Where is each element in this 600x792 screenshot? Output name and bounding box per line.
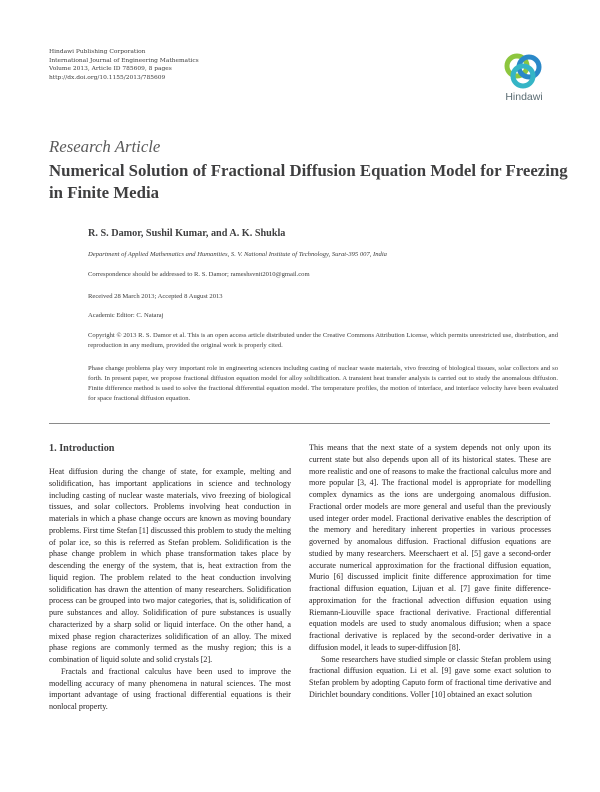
academic-editor: Academic Editor: C. Nataraj bbox=[88, 312, 164, 319]
journal-name: International Journal of Engineering Mathematics bbox=[49, 57, 199, 64]
affiliation: Department of Applied Mathematics and Humanities, S. V. National Institute of Technology, Surat-395 007, India bbox=[88, 251, 387, 258]
hindawi-logo bbox=[497, 48, 551, 106]
body-paragraph: Heat diffusion during the change of state, for example, melting and solidification, has important applications in science and technology including casting of nuclear waste materials, vivo freezing of biological tissues, and solar collectors. Problems involving heat conduction in materials in which a phase change occurs are known as moving boundary problems. First time Stefan [1] discussed this problem to study the melting of polar ice, so this is referred as Stefan problem. Solidification is the phase change problem in which phase transformation takes place by descending the energy of the system, that is, heat extraction from the liquid region. The problem related to the heat conduction involving solidification has drawn the attention of many researchers. Solidification process can be grouped into two major categories, that is, solidification of pure substances and alloy. Solidification of pure substances is usually characterized by a sharp solid or liquid interface. On the other hand, a mixed phase region characterizes solidification of an alloy. The mixed phase regions are commonly termed as the mushy region; this is a combination of liquid solute and solid crystals [2]. bbox=[49, 467, 291, 664]
paper-title: Numerical Solution of Fractional Diffusion Equation Model for Freezing in Finite Media bbox=[49, 161, 568, 202]
publisher-name: Hindawi Publishing Corporation bbox=[49, 49, 146, 55]
copyright-notice: Copyright © 2013 R. S. Damor et al. This is an open access article distributed under the Creative Commons Attribution License, which permits unrestricted use, distribution, and reproduction in any medium, provided the original work is properly cited. bbox=[88, 332, 558, 349]
body-column-left bbox=[49, 466, 291, 713]
body-paragraph: Some researchers have studied simple or classic Stefan problem using fractional diffusion equation. Li et al. [9] gave some exact solution to Stefan problem by adopting Caputo form of fractional time derivative and Dirichlet boundary conditions. Voller [10] obtained an exact solution bbox=[309, 654, 551, 699]
correspondence: Correspondence should be addressed to R. S. Damor; rameshsvnit2010@gmail.com bbox=[88, 271, 310, 278]
body-paragraph: This means that the next state of a system depends not only upon its current state but also depends upon all of its historical states. These are more realistic and one of reasons to make the fractional calculus more and more popular [3, 4]. The fractional model is appropriate for modelling complex dynamics as the ions are undergoing anomalous diffusion. Fractional order models are more general and useful than the previously used integer order model. Fractional derivative enables the description of the memory and hereditary inherent properties in various processes governed by anomalous diffusion. Fractional diffusion equations are studied by many researchers. Meerschaert et al. [5] gave a second-order accurate numerical approximation for the fractional diffusion equation, Murio [6] discussed implicit finite difference approximation for time fractional diffusion equation, Lijuan et al. [7] gave finite difference-approximation for the fractional advection diffusion equation using Riemann-Liouville space fractional derivative. Fractional differential equation models are used to study anomalous diffusion; when a space fractional derivative is replaced by the second-order derivative in a diffusion model, it leads to super-diffusion [8]. bbox=[309, 443, 551, 652]
section-divider bbox=[49, 423, 550, 424]
body-column-right bbox=[309, 442, 551, 701]
doi-link[interactable]: http://dx.doi.org/10.1155/2013/785609 bbox=[49, 74, 166, 81]
section-heading-introduction: 1. Introduction bbox=[49, 443, 115, 454]
article-type: Research Article bbox=[49, 137, 161, 156]
body-paragraph: Fractals and fractional calculus have been used to improve the modelling accuracy of many phenomena in natural sciences. The most important advantage of using fractional differential equations is their nonlocal property. bbox=[49, 666, 291, 711]
received-accepted-dates: Received 28 March 2013; Accepted 8 August 2013 bbox=[88, 293, 223, 300]
logo-wordmark: Hindawi bbox=[505, 91, 543, 103]
abstract: Phase change problems play very important role in engineering sciences including casting of nuclear waste materials, vivo freezing of biological tissues, solar collectors and so forth. In present paper, we propose fractional diffusion equation model for alloy solidification. A transient heat transfer analysis is carried out to study the anomalous diffusion. Finite difference method is used to solve the fractional differential equation model. The temperature profiles, the motion of interface, and interface velocity have been evaluated for space fractional diffusion equation. bbox=[88, 365, 558, 402]
author-list: R. S. Damor, Sushil Kumar, and A. K. Shukla bbox=[88, 228, 286, 239]
volume-info: Volume 2013, Article ID 785609, 8 pages bbox=[49, 66, 172, 72]
